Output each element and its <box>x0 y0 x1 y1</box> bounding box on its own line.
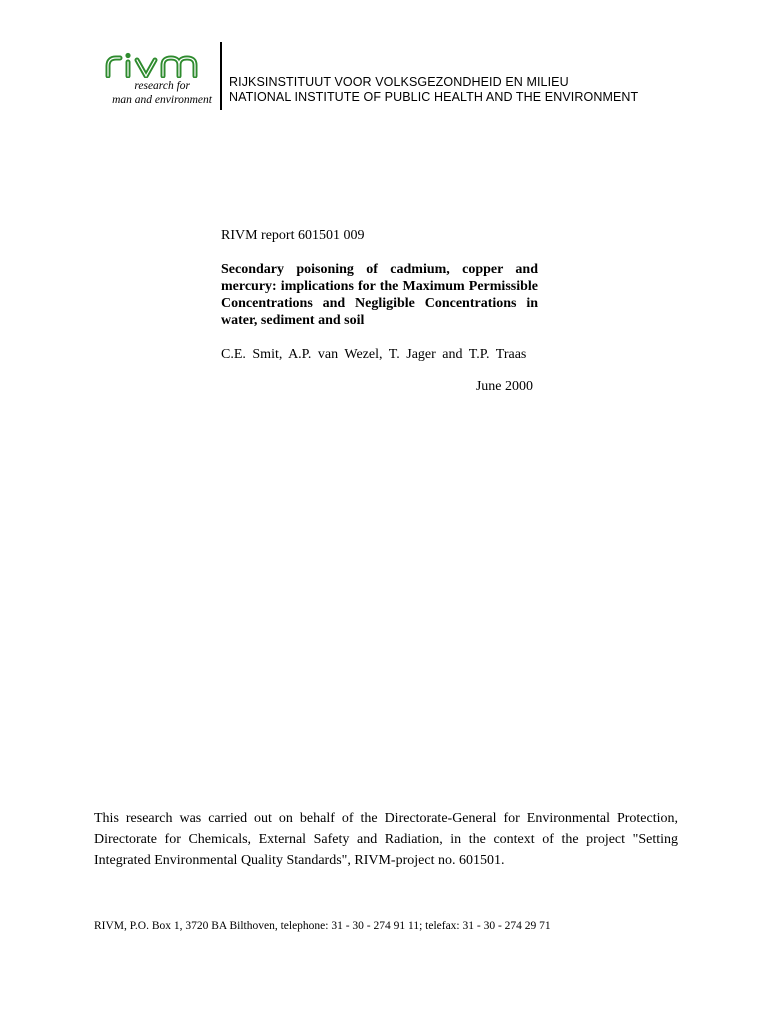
rivm-logo-block <box>96 42 218 112</box>
tagline-line-2: man and environment <box>112 94 212 106</box>
rivm-logo-icon <box>104 52 212 78</box>
institute-name-dutch: RIJKSINSTITUUT VOOR VOLKSGEZONDHEID EN MILIEU <box>229 75 569 89</box>
report-title: Secondary poisoning of cadmium, copper and mercury: implications for the Maximum Permissible Concentrations and Negligible Concentrations in water, sediment and soil <box>221 262 538 328</box>
tagline-line-1: research for <box>134 80 190 92</box>
header-divider <box>220 42 222 110</box>
commission-statement: This research was carried out on behalf of the Directorate-General for Environmental Protection, Directorate for Chemicals, External Safety and Radiation, in the context of the project "Setting Integrated Environmental Quality Standards", RIVM-project no. 601501. <box>94 811 678 868</box>
footer-address: RIVM, P.O. Box 1, 3720 BA Bilthoven, telephone: 31 - 30 - 274 91 11; telefax: 31 - 30 - 274 29 71 <box>94 920 551 932</box>
institute-name-english: NATIONAL INSTITUTE OF PUBLIC HEALTH AND THE ENVIRONMENT <box>229 90 639 104</box>
report-authors: C.E. Smit, A.P. van Wezel, T. Jager and T.P. Traas <box>221 347 527 362</box>
report-number: RIVM report 601501 009 <box>221 228 365 243</box>
report-date: June 2000 <box>475 379 533 394</box>
